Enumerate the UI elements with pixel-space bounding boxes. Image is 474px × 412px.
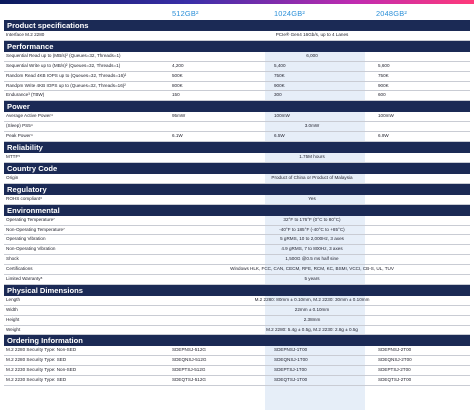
spec-value-all: 32°F to 176°F (0°C to 80°C) [283, 216, 341, 222]
spec-row [4, 122, 470, 132]
section-header-reliability: Reliability [4, 142, 470, 153]
spec-value-all: Yes [308, 195, 316, 201]
spec-value-all: 1,500G @0.5 ms half sine [285, 256, 339, 262]
spec-value-1024gb: SDEQNSJ-1T00 [274, 357, 308, 363]
spec-value-2048gb: 900K [378, 82, 389, 88]
spec-value-all: 1.75M hours [299, 154, 325, 160]
spec-value-all: Product of China or Product of Malaysia [271, 174, 353, 180]
spec-value-512gb: SDEQNSJ-512G [172, 357, 207, 363]
spec-label: Average Active Power⁴ [6, 113, 53, 119]
spec-row [4, 132, 470, 142]
spec-label: Limited Warranty⁸ [6, 276, 43, 282]
spec-row [4, 306, 470, 316]
spec-value-2048gb: 6.9W [378, 133, 389, 139]
section-header-physical-dimensions: Physical Dimensions [4, 285, 470, 296]
spec-value-all: Windows HLK, FCC, CAN, CECM, RFE, RCM, KC, BSMI, VCCI, CB-S, UL, TUV [230, 266, 394, 272]
spec-label: Origin [6, 174, 19, 180]
spec-label: Sequential Write up to (MB/s)² (Queues=32, Threads=1) [6, 62, 121, 68]
spec-row [4, 112, 470, 122]
spec-value-all: 5 years [304, 276, 320, 282]
spec-row [4, 216, 470, 226]
spec-label: ROHS compliant⁶ [6, 195, 43, 201]
spec-value-512gb: 95mW [172, 113, 186, 119]
section-header-power: Power [4, 101, 470, 112]
spec-row [4, 346, 470, 356]
spec-value-2048gb: 750K [378, 72, 389, 78]
spec-value-1024gb: 750K [274, 72, 285, 78]
spec-row [4, 235, 470, 245]
spec-label: Non-Operating Temperature⁷ [6, 226, 65, 232]
spec-value-all: 22mm ± 0.10mm [294, 306, 330, 312]
spec-value-all: 5 gRMS, 10 to 2,000Hz, 3 axes [280, 236, 344, 242]
spec-value-1024gb: SDEPTSJ-1T00 [274, 367, 307, 373]
spec-label: Certifications [6, 266, 33, 272]
spec-label: M.2 2230 Security Type: SED [6, 377, 67, 383]
spec-label: (Sleep) PS5⁴ [6, 123, 33, 129]
spec-value-512gb: 500K [172, 72, 183, 78]
section-header-ordering-information: Ordering Information [4, 335, 470, 346]
spec-value-all: PCIe® Gen4 16Gb/s, up to 4 Lanes [275, 32, 349, 37]
spec-label: M.2 2280 Security Type: SED [6, 357, 67, 363]
spec-row [4, 356, 470, 366]
spec-row [4, 255, 470, 265]
spec-value-all: 3.0mW [304, 123, 320, 129]
spec-value-all: 2.38mm [303, 316, 321, 322]
spec-value-all: M.2 2280: 80mm ± 0.10mm, M.2 2230: 30mm ± 0.10mm [254, 296, 370, 302]
spec-value-1024gb: 300 [274, 92, 282, 98]
spec-value-all: 6,000 [306, 52, 318, 58]
spec-row [4, 62, 470, 72]
spec-value-all: 4.9 gRMS, 7 to 800Hz, 3 axes [281, 246, 343, 252]
spec-label: Random Read 4KB IOPS up to (Queues=32, Threads=16)² [6, 72, 127, 78]
spec-row [4, 31, 470, 41]
spec-value-512gb: 4,200 [172, 62, 184, 68]
spec-value-512gb: 800K [172, 82, 183, 88]
spec-label: Interface M.2 2280 [6, 32, 45, 37]
column-header-512gb: 512GB² [172, 9, 199, 18]
spec-row [4, 296, 470, 306]
spec-row [4, 376, 470, 386]
spec-label: Non-Operating Vibration [6, 246, 56, 252]
spec-label: Peak Power⁴ [6, 133, 33, 139]
spec-row [4, 245, 470, 255]
spec-row [4, 316, 470, 326]
spec-row [4, 72, 470, 82]
spec-value-512gb: 6.1W [172, 133, 183, 139]
spec-row [4, 52, 470, 62]
section-header-environmental: Environmental [4, 205, 470, 216]
spec-row [4, 91, 470, 101]
section-header-product-specifications: Product specifications [4, 20, 470, 31]
spec-label: Sequential Read up to (MB/s)² (Queues=32, Threads=1) [6, 52, 121, 58]
column-header-1024gb: 1024GB² [274, 9, 305, 18]
spec-row [4, 275, 470, 285]
spec-label: Operating Vibration [6, 236, 46, 242]
spec-value-2048gb: SDEPNSJ-2T00 [378, 347, 412, 353]
spec-label: M.2 2280 Security Type: Non-SED [6, 347, 77, 353]
spec-value-1024gb: 5,400 [274, 62, 286, 68]
section-header-country-code: Country Code [4, 163, 470, 174]
spec-value-512gb: 150 [172, 92, 180, 98]
spec-label: Randpm Write 4KB IOPS up to (Queues=32, Threads=16)² [6, 82, 126, 88]
spec-row [4, 174, 470, 184]
spec-row [4, 366, 470, 376]
top-gradient-bar [0, 0, 474, 4]
spec-row [4, 226, 470, 236]
spec-value-512gb: SDEPTSJ-512G [172, 367, 206, 373]
spec-value-1024gb: SDEQTSJ-1T00 [274, 377, 308, 383]
spec-label: MTTF⁵ [6, 154, 21, 160]
spec-label: Width [6, 306, 18, 312]
spec-value-all: M.2 2280: 5.4g ± 0.5g, M.2 2230: 2.8g ± 0.5g [266, 326, 358, 332]
spec-row [4, 265, 470, 275]
spec-row [4, 195, 470, 205]
spec-row [4, 326, 470, 336]
spec-value-1024gb: 6.5W [274, 133, 285, 139]
spec-label: Shock [6, 256, 19, 262]
column-header-2048gb: 2048GB² [376, 9, 407, 18]
section-header-performance: Performance [4, 41, 470, 52]
spec-label: Endurance³ (TBW) [6, 92, 45, 98]
spec-table [4, 20, 470, 386]
spec-row [4, 153, 470, 163]
spec-label: Operating Temperature⁷ [6, 216, 55, 222]
spec-label: Weight [6, 326, 21, 332]
spec-value-1024gb: 900K [274, 82, 285, 88]
spec-value-2048gb: SDEPTSJ-2T00 [378, 367, 411, 373]
spec-value-all: -40°F to 185°F (-40°C to +85°C) [279, 226, 345, 232]
spec-label: Height [6, 316, 20, 322]
spec-label: M.2 2230 Security Type: Non-SED [6, 367, 77, 373]
spec-value-2048gb: 600 [378, 92, 386, 98]
spec-value-2048gb: 100mW [378, 113, 394, 119]
spec-value-2048gb: 5,600 [378, 62, 390, 68]
spec-value-1024gb: 100mW [274, 113, 290, 119]
spec-label: Length [6, 296, 21, 302]
section-header-regulatory: Regulatory [4, 184, 470, 195]
spec-value-512gb: SDEQTSJ-512G [172, 377, 206, 383]
spec-value-2048gb: SDEQTSJ-2T00 [378, 377, 412, 383]
spec-value-2048gb: SDEQNSJ-2T00 [378, 357, 412, 363]
spec-value-512gb: SDEPNSJ-512G [172, 347, 206, 353]
spec-row [4, 82, 470, 92]
spec-value-1024gb: SDEPNSJ-1T00 [274, 347, 308, 353]
